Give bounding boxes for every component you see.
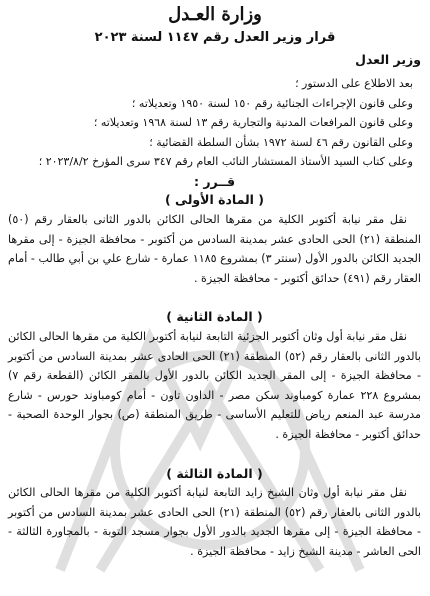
preamble-line: وعلى قانون الإجراءات الجنائية رقم ١٥٠ لسنة ١٩٥٠ وتعديلاته ؛ [131, 96, 413, 110]
article-1-title: ( المادة الأولى ) [164, 192, 265, 207]
preamble-line: وعلى القانون رقم ٤٦ لسنة ١٩٧٢ بشأن السلطة القضائية ؛ [149, 135, 413, 149]
ministry-title: وزارة العـدل [168, 4, 262, 25]
article-2-text: نقل مقر نيابة أول وثان أكتوبر الجزئية التابعة لنيابة أكتوبر الكلية من مقرها الحالى الكائن بالدور الثانى بالعقار رقم (٥٢) المنطقة (٢١) الحى الحادى عشر بمدينة السادس من أكتوبر - محافظة الجيزة - إلى المقر الجديد الكائن بالدور الأول بالمقر الكائن (القطعة رقم ٧) بمشروع ٢٢٨ عمارة كومباوند سكن مصر - الداون تاون - أمام كومباوند حورس - شارع مدرسة عبد المنعم رياض للتعليم الأساسى - طريق المنطقة (ص) بجوار الوحدة الصحية - حدائق أكتوبر - محافظة الجيزة . [8, 330, 421, 441]
decided-heading: قــرر : [193, 174, 236, 189]
issuer-heading: وزير العدل [355, 52, 421, 67]
article-3-title: ( المادة الثالثة ) [166, 466, 263, 481]
article-2-title: ( المادة الثانية ) [166, 309, 263, 324]
preamble-line: وعلى كتاب السيد الأستاذ المستشار النائب العام رقم ٣٤٧ سرى المؤرخ ٢٠٢٣/٨/٢ ؛ [38, 155, 413, 168]
preamble [8, 74, 421, 172]
article-1-text: نقل مقر نيابة أكتوبر الكلية من مقرها الحالى الكائن بالدور الثانى بالعقار رقم (٥٠) المنطقة (٢١) الحى الحادى عشر بمدينة السادس من أكتوبر - محافظة الجيزة - إلى مقرها الجديد الكائن بالدور الأول (سنتر ٣) بمشروع ١١٨٥ عمارة - شارع علي بن أبي طالب - أمام العقار رقم (٤٩١) حدائق أكتوبر - محافظة الجيزة . [8, 213, 421, 285]
preamble-line: وعلى قانون المرافعات المدنية والتجارية رقم ١٣ لسنة ١٩٦٨ وتعديلاته ؛ [93, 116, 413, 129]
decree-title: قرار وزير العدل رقم ١١٤٧ لسنة ٢٠٢٣ [94, 30, 336, 45]
article-3-text: نقل مقر نيابة أول وثان الشيخ زايد التابعة لنيابة أكتوبر الكلية من مقرها الحالى الكائن بالدور الثانى بالعقار رقم (٥٢) المنطقة (٢١) الحى الحادى عشر بمدينة السادس من أكتوبر - محافظة الجيزة - إلى مقرها الجديد بالدور الأول بجوار مسجد التوبة - بالمجاورة الثالثة - الحى العاشر - مدينة الشيخ زايد - محافظة الجيزة . [8, 486, 421, 558]
preamble-line: بعد الاطلاع على الدستور ؛ [295, 77, 413, 90]
